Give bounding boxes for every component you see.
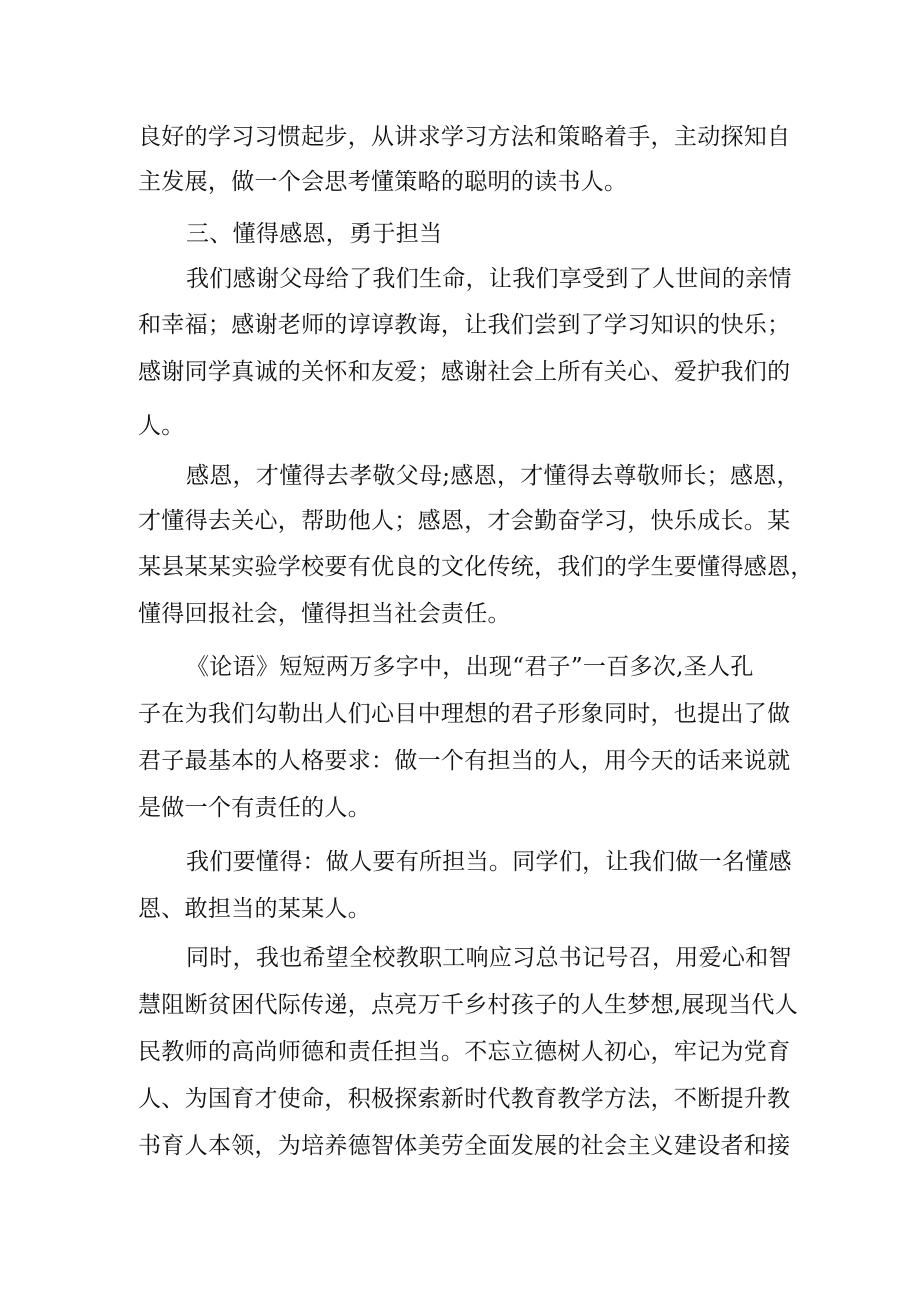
paragraph-start-line: 我们要懂得：做人要有所担当。同学们，让我们做一名懂感 [186,849,792,875]
body-line: 人。 [138,413,185,439]
paragraph-start-line: 《论语》短短两万多字中，出现“君子”一百多次,圣人孔 [186,654,754,680]
body-line: 恩、敢担当的某某人。 [138,896,371,922]
body-line: 民教师的高尚师德和责任担当。不忘立德树人初心，牢记为党育 [138,1039,791,1065]
body-line: 才懂得去关心，帮助他人；感恩，才会勤奋学习，快乐成长。某 [138,508,791,534]
body-line: 良好的学习习惯起步，从讲求学习方法和策略着手，主动探知自 [138,124,791,150]
body-line: 慧阻断贫困代际传递，点亮万千乡村孩子的人生梦想,展现当代人 [138,992,799,1018]
section-heading: 三、懂得感恩，勇于担当 [186,221,443,247]
body-line: 某县某某实验学校要有优良的文化传统，我们的学生要懂得感恩， [138,554,814,580]
body-line: 和幸福；感谢老师的谆谆教诲，让我们尝到了学习知识的快乐； [138,312,791,338]
body-line: 主发展，做一个会思考懂策略的聪明的读书人。 [138,169,628,195]
body-line: 感谢同学真诚的关怀和友爱；感谢社会上所有关心、爱护我们的 [138,359,791,385]
body-line: 人、为国育才使命，积极探索新时代教育教学方法，不断提升教 [138,1086,791,1112]
body-line: 懂得回报社会，懂得担当社会责任。 [138,601,511,627]
body-line: 君子最基本的人格要求：做一个有担当的人，用今天的话来说就 [138,748,791,774]
body-line: 子在为我们勾勒出人们心目中理想的君子形象同时，也提出了做 [138,701,791,727]
paragraph-start-line: 感恩，才懂得去孝敬父母;感恩，才懂得去尊敬师长；感恩， [186,463,800,489]
body-line: 书育人本领，为培养德智体美劳全面发展的社会主义建设者和接 [138,1133,791,1159]
paragraph-start-line: 同时，我也希望全校教职工响应习总书记号召，用爱心和智 [186,945,792,971]
body-line: 是做一个有责任的人。 [138,795,371,821]
paragraph-start-line: 我们感谢父母给了我们生命，让我们享受到了人世间的亲情 [186,266,792,292]
